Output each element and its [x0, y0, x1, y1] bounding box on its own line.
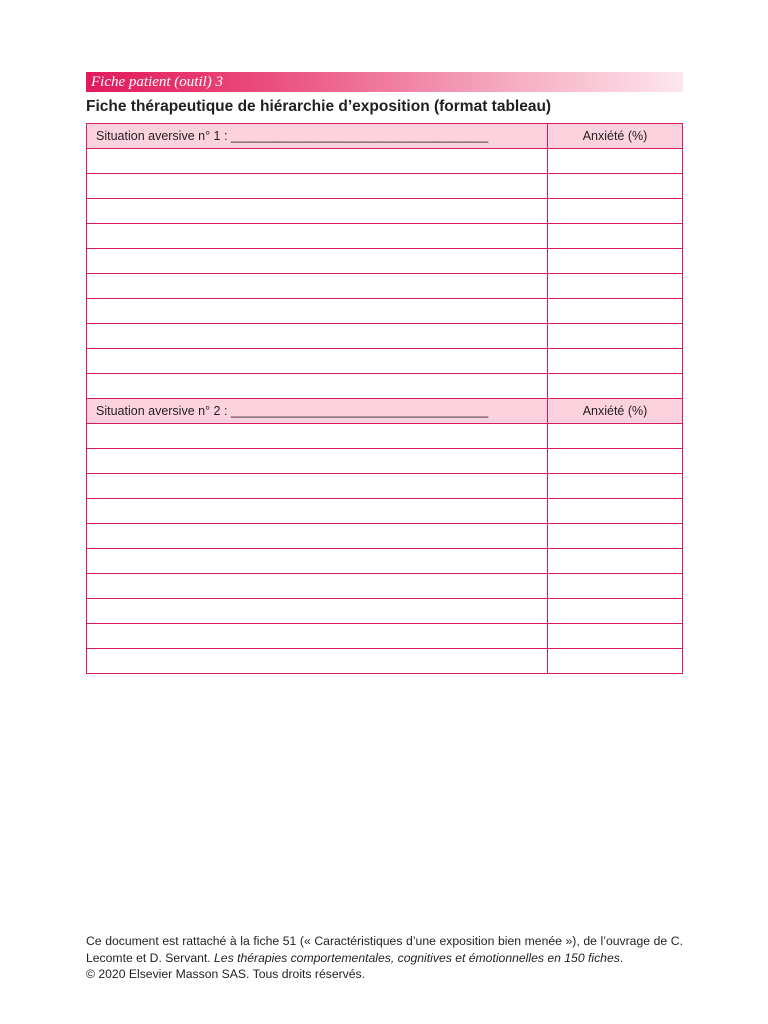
anxiety-cell[interactable]	[548, 374, 683, 399]
table-row	[87, 174, 683, 199]
situation-cell[interactable]	[87, 574, 548, 599]
situation-header-row	[87, 399, 683, 424]
anxiety-cell[interactable]	[548, 524, 683, 549]
table-row	[87, 624, 683, 649]
anxiety-cell[interactable]	[548, 299, 683, 324]
anxiety-cell[interactable]	[548, 499, 683, 524]
anxiety-cell[interactable]	[548, 624, 683, 649]
situation-cell[interactable]	[87, 274, 548, 299]
table-row	[87, 549, 683, 574]
anxiety-cell[interactable]	[548, 549, 683, 574]
table-row	[87, 649, 683, 674]
table-row	[87, 349, 683, 374]
situation-label: Situation aversive n° 2 : _____________________________________	[87, 399, 548, 424]
section-banner	[86, 72, 683, 92]
table-row	[87, 374, 683, 399]
footer-text: Ce document est rattaché à la fiche 51 (« Caractéristiques d’une exposition bien menée »), de l’ouvrage de C. Lecomte et D. Servant.	[86, 934, 683, 965]
table-row	[87, 299, 683, 324]
anxiety-cell[interactable]	[548, 199, 683, 224]
situation-header-row	[87, 124, 683, 149]
table-row	[87, 524, 683, 549]
situation-cell[interactable]	[87, 249, 548, 274]
anxiety-cell[interactable]	[548, 574, 683, 599]
situation-cell[interactable]	[87, 599, 548, 624]
situation-cell[interactable]	[87, 374, 548, 399]
table-row	[87, 149, 683, 174]
situation-cell[interactable]	[87, 449, 548, 474]
table-row	[87, 224, 683, 249]
table-row	[87, 424, 683, 449]
footer-book-title: Les thérapies comportementales, cognitives et émotionnelles en 150 fiches	[214, 950, 620, 965]
anxiety-cell[interactable]	[548, 424, 683, 449]
hierarchy-table	[86, 123, 683, 674]
table-row	[87, 574, 683, 599]
banner-label: Fiche patient (outil) 3	[91, 74, 224, 90]
situation-cell[interactable]	[87, 224, 548, 249]
situation-cell[interactable]	[87, 349, 548, 374]
table-row	[87, 274, 683, 299]
page-title: Fiche thérapeutique de hiérarchie d’exposition (format tableau)	[86, 98, 552, 115]
situation-cell[interactable]	[87, 174, 548, 199]
situation-cell[interactable]	[87, 549, 548, 574]
situation-cell[interactable]	[87, 474, 548, 499]
situation-cell[interactable]	[87, 524, 548, 549]
table-row	[87, 199, 683, 224]
anxiety-cell[interactable]	[548, 349, 683, 374]
table-row	[87, 324, 683, 349]
anxiety-header: Anxiété (%)	[548, 124, 683, 149]
table-row	[87, 499, 683, 524]
anxiety-cell[interactable]	[548, 449, 683, 474]
hierarchy-table-body	[87, 124, 683, 674]
situation-cell[interactable]	[87, 624, 548, 649]
anxiety-cell[interactable]	[548, 249, 683, 274]
situation-cell[interactable]	[87, 149, 548, 174]
table-row	[87, 249, 683, 274]
table-row	[87, 449, 683, 474]
table-row	[87, 599, 683, 624]
situation-cell[interactable]	[87, 499, 548, 524]
anxiety-cell[interactable]	[548, 474, 683, 499]
table-row	[87, 474, 683, 499]
footer-text-end: .	[619, 950, 624, 965]
anxiety-cell[interactable]	[548, 649, 683, 674]
anxiety-cell[interactable]	[548, 599, 683, 624]
footer-reference	[86, 933, 683, 966]
footer-copyright: © 2020 Elsevier Masson SAS. Tous droits réservés.	[86, 967, 366, 981]
anxiety-cell[interactable]	[548, 224, 683, 249]
footer-note	[86, 933, 683, 983]
anxiety-cell[interactable]	[548, 324, 683, 349]
anxiety-cell[interactable]	[548, 149, 683, 174]
situation-label: Situation aversive n° 1 : _____________________________________	[87, 124, 548, 149]
situation-cell[interactable]	[87, 299, 548, 324]
anxiety-header: Anxiété (%)	[548, 399, 683, 424]
situation-cell[interactable]	[87, 649, 548, 674]
anxiety-cell[interactable]	[548, 174, 683, 199]
situation-cell[interactable]	[87, 199, 548, 224]
situation-cell[interactable]	[87, 324, 548, 349]
anxiety-cell[interactable]	[548, 274, 683, 299]
situation-cell[interactable]	[87, 424, 548, 449]
